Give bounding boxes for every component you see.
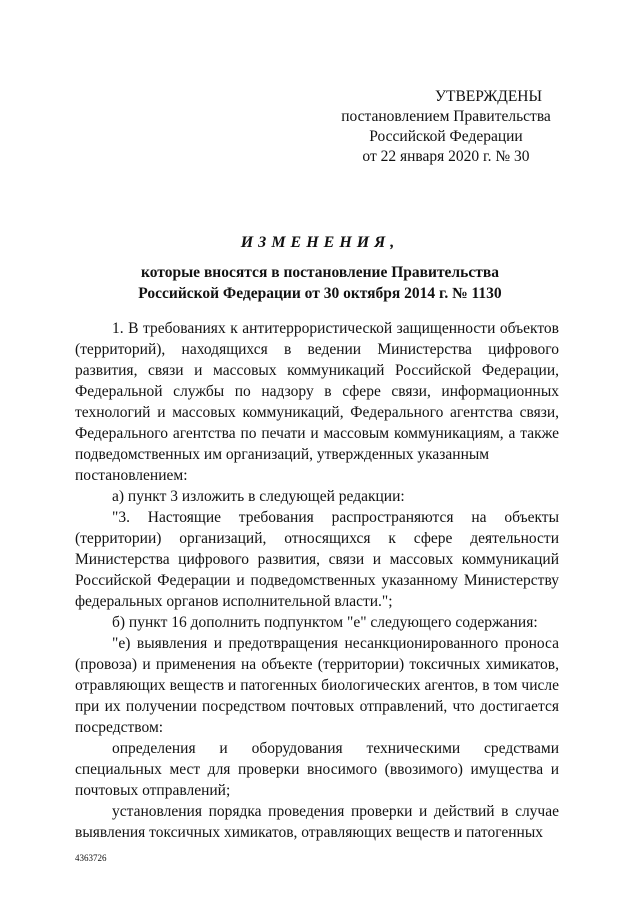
paragraph-7: определения и оборудования техническими средствами специальных мест для проверки вносимого (ввозимого) имущества и почтовых отправлений; [75, 740, 559, 799]
paragraph-1: 1. В требованиях к антитеррористической защищенности объектов (территорий), находящихся в ведении Министерства цифрового развития, связи и массовых коммуникаций Российской Федерации, Федеральной службы по надзору в сфере связи, информационных технологий и массовых коммуникаций, Федерального агентства связи, Федерального агентства по печати и массовым коммуникациям, а также подведомственных им организаций, утвержденных указанным [75, 320, 559, 463]
paragraph-4: "3. Настоящие требования распространяются на объекты (территории) организаций, относящихся к сфере деятельности Министерства цифрового развития, связи и массовых коммуникаций Российской Федерации и подведомственных указанному Министерству федеральных органов исполнительной власти."; [75, 509, 559, 610]
subheading-line-1: которые вносятся в постановление Правительства [141, 264, 499, 281]
approval-line-2: Российской Федерации [369, 128, 523, 145]
paragraph-3: а) пункт 3 изложить в следующей редакции: [112, 488, 405, 505]
document-subheading [60, 262, 580, 304]
paragraph-8: установления порядка проведения проверки и действий в случае выявления токсичных химикатов, отравляющих веществ и патогенных [75, 803, 559, 841]
paragraph-2: постановлением: [75, 467, 188, 484]
paragraph-6: "е) выявления и предотвращения несанкционированного проноса (провоза) и применения на объекте (территории) токсичных химикатов, отравляющих веществ и патогенных биологических агентов, в том числе при их получении посредством почтовых отправлений, что достигается посредством: [75, 635, 559, 736]
approval-line-1: постановлением Правительства [341, 108, 551, 125]
approval-line-3: от 22 января 2020 г. № 30 [362, 148, 530, 165]
document-number: 4363726 [75, 853, 107, 863]
approval-title: УТВЕРЖДЕНЫ [435, 88, 542, 105]
document-heading: ИЗМЕНЕНИЯ, [240, 234, 400, 251]
approval-block [330, 87, 562, 167]
paragraph-5: б) пункт 16 дополнить подпунктом "е" следующего содержания: [112, 614, 538, 631]
document-body [75, 318, 559, 843]
subheading-line-2: Российской Федерации от 30 октября 2014 г. № 1130 [138, 285, 502, 302]
